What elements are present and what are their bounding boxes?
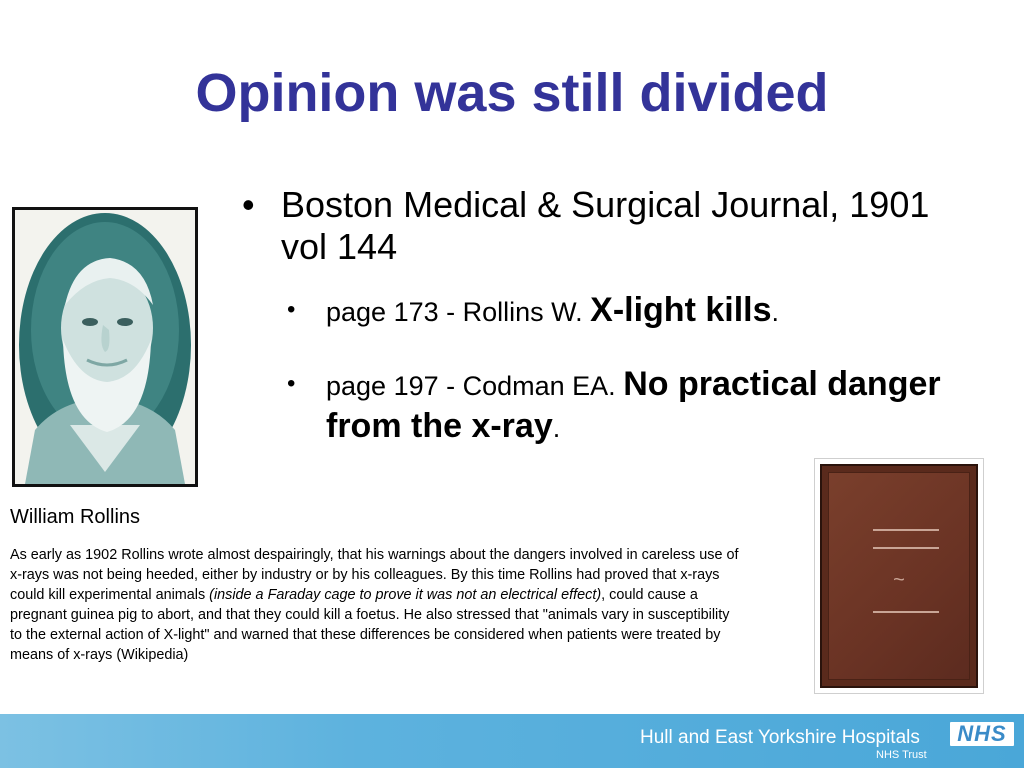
book-title-line [873,547,939,549]
bullet-dot-icon: • [287,370,296,397]
bullet-dot-icon: • [242,184,255,225]
bio-text-continued: , could cause a pregnant guinea pig to abort, and that they could kill a foetus. He also stressed that "animals vary in susceptibility to the external action of X-light" and warned that these differences be considered when patients were treated by means of x-rays (Wikipedia) [10,587,730,663]
bio-italic-text: (inside a Faraday cage to prove it was not an electrical effect) [209,587,602,603]
nhs-logo [950,722,1014,746]
sub-bullet-prefix: page 173 - Rollins W. [326,297,591,327]
portrait-image [15,210,195,484]
book-title-line [873,611,939,613]
sub-bullet-suffix: . [552,413,561,443]
bullet-list [242,184,942,448]
book-cover-panel [828,472,970,680]
sub-bullet-emphasis: No practical danger from the x-ray [326,365,941,445]
portrait-caption: William Rollins [10,506,141,528]
portrait-photo [12,207,198,487]
sub-bullet [287,364,946,448]
journal-book-image [814,458,984,694]
sub-bullet [287,290,946,332]
sub-bullet-prefix: page 197 - Codman EA. [326,371,624,401]
bullet-main [242,184,942,268]
bio-paragraph [10,545,745,665]
bullet-dot-icon: • [287,296,296,323]
footer-subtitle: NHS Trust [876,749,927,761]
book-title-line [873,529,939,531]
nhs-logo-text: NHS [957,721,1007,746]
sub-bullet-suffix: . [771,297,780,327]
footer-organization: Hull and East Yorkshire Hospitals [640,727,920,748]
slide-title: Opinion was still divided [195,63,829,123]
book-ornament-icon: ~ [893,569,905,591]
book-cover [820,464,978,688]
bio-text: As early as 1902 Rollins wrote almost despairingly, that his warnings about the dangers involved in careless use of x-rays was not being heeded, either by industry or by his colleagues. By this time Rollins had proved that x-rays could kill experimental animals [10,547,739,603]
footer-bar [0,714,1024,768]
bullet-main-text: Boston Medical & Surgical Journal, 1901 vol 144 [281,184,930,267]
sub-bullet-emphasis: X-light kills [590,291,772,329]
